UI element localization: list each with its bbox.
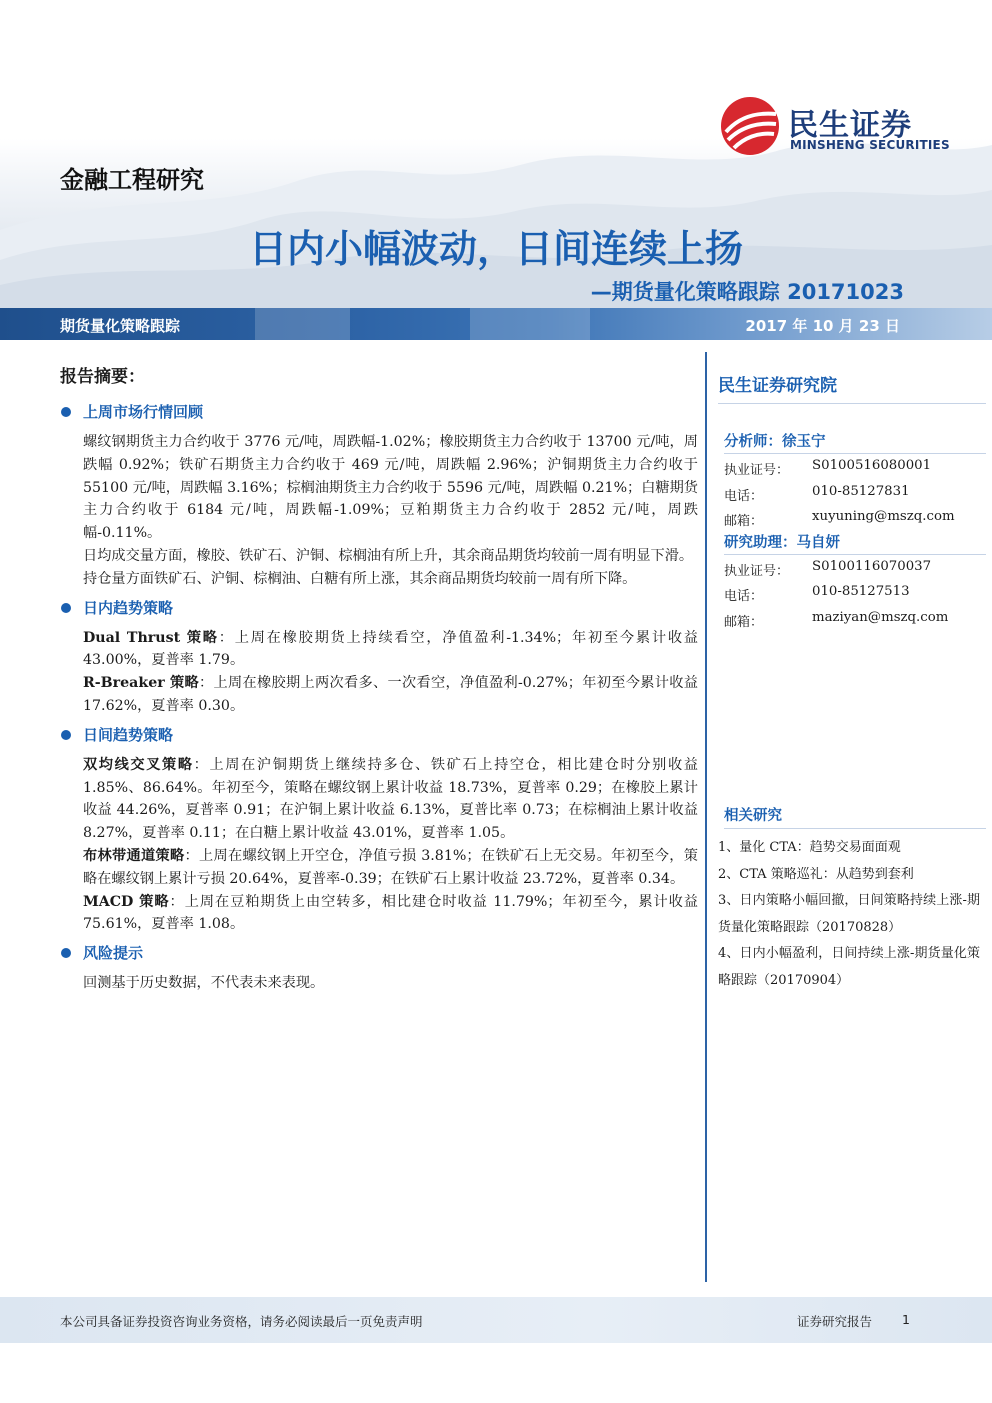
bar-segment [470, 308, 590, 340]
series-name: 期货量化策略跟踪 [60, 317, 181, 335]
bullet-dot-icon [61, 407, 71, 417]
strategy-name: MACD 策略 [83, 893, 170, 910]
logo-english-name: MINSHENG SECURITIES [790, 138, 950, 152]
report-date: 2017 年 10 月 23 日 [745, 317, 900, 335]
page-footer [0, 1297, 992, 1343]
strategy-name: 双均线交叉策略 [83, 756, 194, 773]
report-category: 金融工程研究 [60, 166, 204, 194]
paragraph: Dual Thrust 策略：上周在橡胶期货上持续看空，净值盈利-1.34%；年初至今累计收益 43.00%，夏普率 1.79。 [83, 629, 698, 669]
section-heading: 日间趋势策略 [60, 724, 698, 746]
page-number: 1 [902, 1312, 910, 1327]
related-item[interactable]: 3、日内策略小幅回撤，日间策略持续上涨-期货量化策略跟踪（20170828） [718, 893, 980, 935]
paragraph: 持仓量方面铁矿石、沪铜、棕榈油、白糖有所上涨，其余商品期货均较前一周有所下降。 [83, 570, 637, 587]
paragraph: R-Breaker 策略：上周在橡胶期上两次看多、一次看空，净值盈利-0.27%；年初至今累计收益 17.62%，夏普率 0.30。 [83, 675, 698, 714]
header-banner [0, 0, 992, 308]
paragraph: 螺纹钢期货主力合约收于 3776 元/吨，周跌幅-1.02%；橡胶期货主力合约收于 13700 元/吨，周跌幅 0.92%；铁矿石期货主力合约收于 469 元/吨，周跌幅 2.96%；沪铜期货主力合约收于 55100 元/吨，周跌幅 3.16%；棕榈油期货主力合约收于 5596 元/吨，周跌幅 0.21%；白糖期货主力合约收于 6184 元/吨，周跌幅-1.09%；豆粕期货主力合约收于 2852 元/吨，周跌幅-0.11%。 [83, 434, 698, 542]
related-research-heading: 相关研究 [724, 803, 986, 829]
title-bar [0, 308, 992, 340]
section-heading: 上周市场行情回顾 [60, 401, 698, 423]
strategy-name: R-Breaker 策略 [83, 675, 199, 692]
related-research-list [718, 835, 980, 994]
related-item[interactable]: 2、CTA 策略巡礼：从趋势到套利 [718, 866, 914, 882]
abstract-title: 报告摘要： [60, 367, 145, 387]
paragraph: 日均成交量方面，橡胶、铁矿石、沪铜、棕榈油有所上升，其余商品期货均较前一周有明显下滑。 [83, 547, 694, 564]
bullet-dot-icon [61, 948, 71, 958]
email-link[interactable]: maziyan@mszq.com [812, 609, 949, 625]
assistant-row: 电话： 010-85127513 [724, 584, 910, 604]
related-item[interactable]: 1、量化 CTA：趋势交易面面观 [718, 840, 901, 855]
minsheng-logo-icon [720, 96, 780, 156]
analyst-row: 电话： 010-85127831 [724, 483, 910, 504]
sidebar [718, 368, 986, 994]
abstract-column [60, 362, 698, 995]
analyst-row: 邮箱： xuyuning@mszq.com [724, 509, 955, 529]
analyst-row: 执业证号： S0100516080001 [724, 458, 932, 478]
email-link[interactable]: xuyuning@mszq.com [812, 509, 955, 524]
institute-name: 民生证券研究院 [718, 368, 986, 404]
bar-segment [255, 308, 350, 340]
assistant-row: 执业证号： S0100116070037 [724, 558, 932, 579]
strategy-name: 布林带通道策略 [83, 847, 185, 864]
column-divider [705, 352, 707, 1282]
strategy-name: Dual Thrust 策略 [83, 629, 219, 646]
assistant-heading: 研究助理：马自妍 [724, 531, 986, 555]
paragraph: 布林带通道策略：上周在螺纹钢上开空仓，净值亏损 3.81%；在铁矿石上无交易。年初至今，策略在螺纹钢上累计亏损 20.64%，夏普率-0.39；在铁矿石上累计收益 23.72%，夏普率 0.34。 [83, 847, 698, 887]
section-heading: 风险提示 [60, 942, 698, 964]
bullet-dot-icon [61, 730, 71, 740]
related-item[interactable]: 4、日内小幅盈利，日间持续上涨-期货量化策略跟踪（20170904） [718, 946, 980, 988]
paragraph: 回测基于历史数据，不代表未来表现。 [83, 975, 325, 992]
logo-chinese-name: 民生证券 [788, 108, 912, 143]
disclaimer-text: 本公司具备证券投资咨询业务资格，请务必阅读最后一页免责声明 [60, 1314, 423, 1329]
assistant-row: 邮箱： maziyan@mszq.com [724, 609, 949, 630]
company-logo [720, 96, 950, 156]
paragraph: MACD 策略：上周在豆粕期货上由空转多，相比建仓时收益 11.79%；年初至今，累计收益 75.61%，夏普率 1.08。 [83, 893, 698, 933]
bullet-dot-icon [61, 603, 71, 613]
paragraph: 双均线交叉策略：上周在沪铜期货上继续持多仓、铁矿石上持空仓，相比建仓时分别收益 1.85%、86.64%。年初至今，策略在螺纹钢上累计收益 18.73%，夏普率 0.29；在橡胶上累计收益 44.26%，夏普率 0.91；在沪铜上累计收益 6.13%，夏普比率 0.73；在棕榈油上累计收益 8.27%，夏普率 0.11；在白糖上累计收益 43.01%，夏普率 1.05。 [83, 756, 698, 842]
report-title: 日内小幅波动，日间连续上扬 [248, 227, 743, 271]
report-type: 证券研究报告 [796, 1314, 872, 1329]
section-heading: 日内趋势策略 [60, 597, 698, 619]
analyst-heading: 分析师：徐玉宁 [724, 430, 986, 454]
report-subtitle: —期货量化策略跟踪 20171023 [590, 280, 904, 304]
